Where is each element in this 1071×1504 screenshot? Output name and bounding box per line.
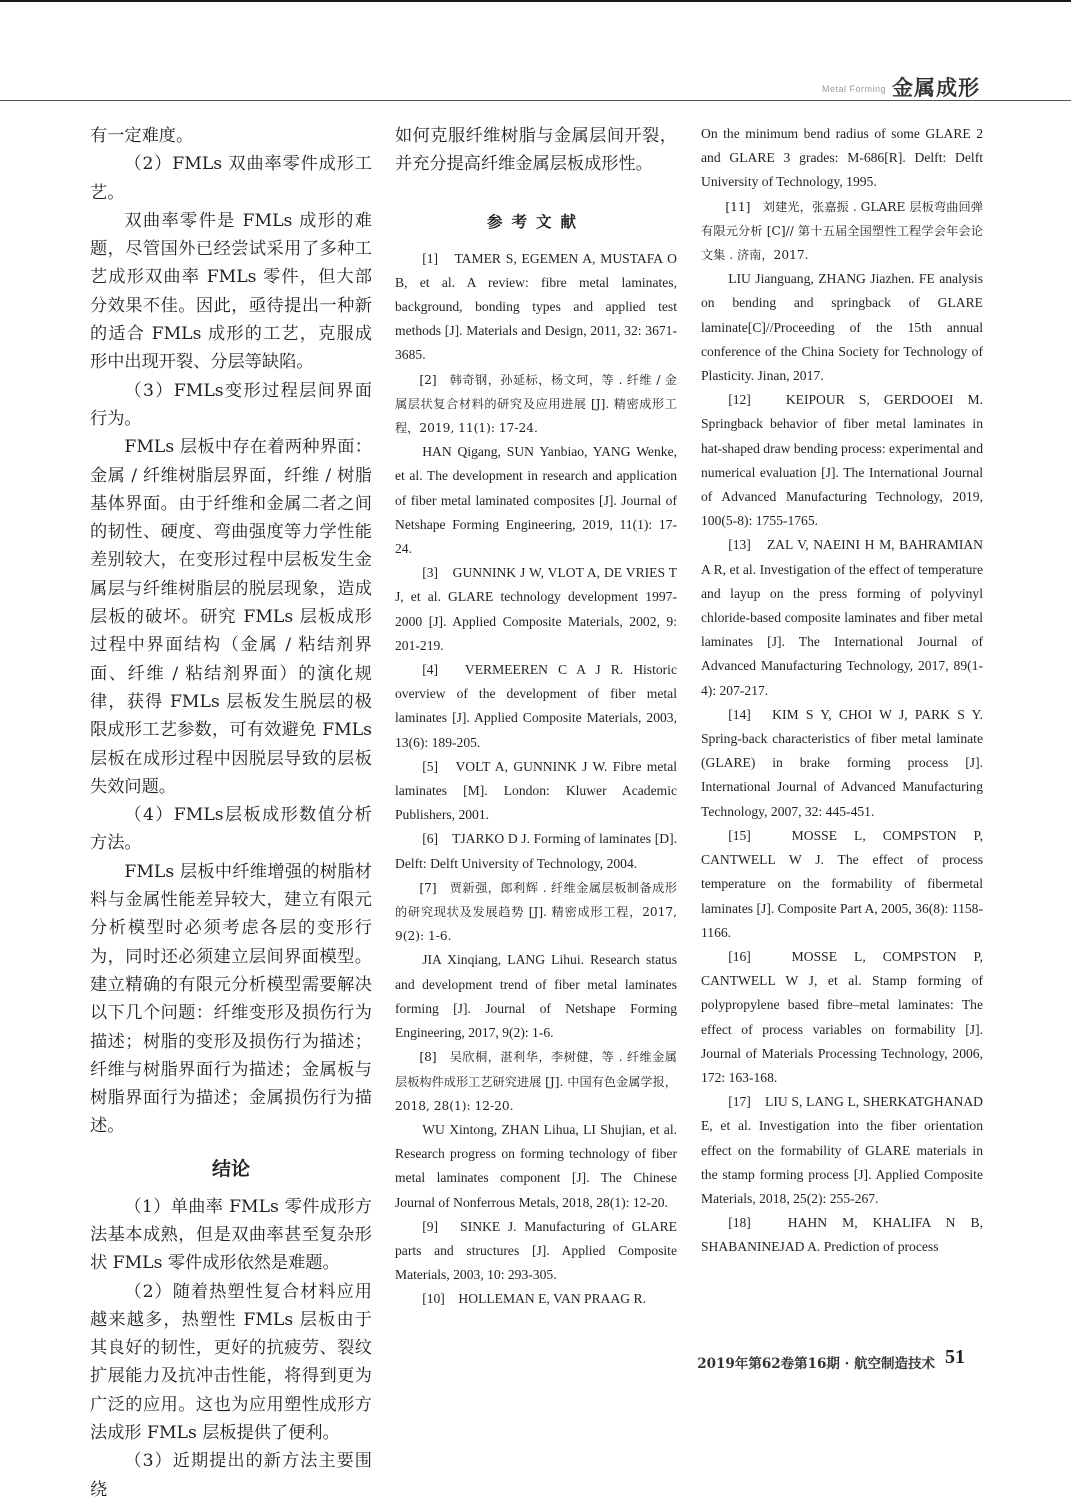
reference-item: [7] 贾新强，郎利辉 . 纤维金属层板制备成形的研究现状及发展趋势 [J]. 精密成形工程，2017, 9(2): 1-6. [395,880,677,944]
paragraph: FMLs 层板中纤维增强的树脂材料与金属性能差异较大，建立有限元分析模型时必须考虑各层的变形行为，同时还必须建立层间界面模型。建立精确的有限元分析模型需要解决以下几个问题：纤维变形及损伤行为描述；树脂的变形及损伤行为描述；纤维与树脂界面行为描述；金属板与树脂界面行为描述；金属损伤行为描述。 [90,861,372,1137]
column-right [701,122,983,1260]
header-rule [0,100,1071,101]
subheading: （2）FMLs 双曲率零件成形工艺。 [90,154,372,203]
reference-item: [8] 吴欣桐，湛利华，李树健，等 . 纤维金属层板构件成形工艺研究进展 [J]. 中国有色金属学报，2018, 28(1): 12-20. [395,1050,677,1113]
column-left [90,122,372,1504]
reference-item: [5] VOLT A, GUNNINK J W. Fibre metal laminates [M]. London: Kluwer Academic Publishers, 2001. [395,758,677,823]
reference-item: On the minimum bend radius of some GLARE 2 and GLARE 3 grades: M-686[R]. Delft: Delft University of Technology, 1995. [701,126,983,190]
column-middle [395,122,677,1312]
reference-item: [13] ZAL V, NAEINI H M, BAHRAMIAN A R, et al. Investigation of the effect of temperature and layup on the press forming of polyvinyl chloride-based composite laminates and fiber metal laminates [J]. The International Journal of Advanced Manufacturing Technology, 2017, 89(1-4): 207-217. [701,537,983,698]
reference-item: WU Xintong, ZHAN Lihua, LI Shujian, et al. Research progress on forming technology of fiber metal laminates component [J]. The Chinese Journal of Nonferrous Metals, 2018, 28(1): 12-20. [395,1121,677,1210]
paragraph: 双曲率零件是 FMLs 成形的难题，尽管国外已经尝试采用了多种工艺成形双曲率 FMLs 零件，但大部分效果不佳。因此，亟待提出一种新的适合 FMLs 成形的工艺，克服成形中出现开裂、分层等缺陷。 [90,210,372,373]
subheading: （3）FMLs变形过程层间界面行为。 [90,380,372,429]
reference-item: [17] LIU S, LANG L, SHERKATGHANAD E, et al. Investigation into the fiber orientation effect on the formability of GLARE materials in the stamp forming process [J]. Applied Composite Materials, 2018, 25(2): 255-267. [701,1094,983,1206]
reference-item: [3] GUNNINK J W, VLOT A, DE VRIES T J, et al. GLARE technology development 1997-2000 [J]. Applied Composite Materials, 2002, 9: 201-219. [395,565,677,653]
reference-item: [16] MOSSE L, COMPSTON P, CANTWELL W J, et al. Stamp forming of polypropylene based fibre–metal laminates: The effect of process variables on formability [J]. Journal of Materials Processing Technology, 2006, 172: 163-168. [701,948,983,1085]
reference-item: LIU Jianguang, ZHANG Jiazhen. FE analysis on bending and springback of GLARE laminate[C]//Proceeding of the 15th annual conference of the China Society for Technology of Plasticity. Jinan, 2017. [701,271,983,384]
page-number: 51 [945,1346,965,1368]
conclusion-heading: 结论 [211,1157,250,1180]
reference-item: [15] MOSSE L, COMPSTON P, CANTWELL W J. The effect of process temperature on the formability of fibermetal laminates [J]. Composite Part A, 2005, 36(8): 1158-1166. [701,827,983,940]
reference-item: [12] KEIPOUR S, GERDOOEI M. Springback behavior of fiber metal laminates in hat-shaped draw bending process: experimental and numerical evaluation [J]. The International Journal of Advanced Manufacturing Technology, 2019, 100(5-8): 1755-1765. [701,392,983,529]
paragraph: FMLs 层板中存在着两种界面：金属 / 纤维树脂层界面，纤维 / 树脂基体界面。由于纤维和金属二者之间的韧性、硬度、弯曲强度等力学性能差别较大，在变形过程中层板发生金属层与纤维树脂层的脱层现象，造成层板的破坏。研究 FMLs 层板成形过程中界面结构（金属 / 粘结剂界面、纤维 / 粘结剂界面）的演化规律，获得 FMLs 层板发生脱层的极限成形工艺参数，可有效避免 FMLs 层板在成形过程中因脱层导致的层板失效问题。 [90,437,372,797]
paragraph: （3）近期提出的新方法主要围绕 [90,1451,372,1500]
paragraph: 如何克服纤维树脂与金属层间开裂，并充分提高纤维金属层板成形性。 [395,126,677,175]
paragraph: （1）单曲率 FMLs 零件成形方法基本成熟，但是双曲率甚至复杂形状 FMLs 零件成形依然是难题。 [90,1196,372,1274]
references-heading: 参考文献 [486,212,585,231]
reference-item: [14] KIM S Y, CHOI W J, PARK S Y. Spring-back characteristics of fiber metal laminate (GLARE) in brake forming process [J]. International Journal of Advanced Manufacturing Technology, 2007, 32: 445-451. [701,706,983,819]
running-header [0,68,990,102]
header-chinese: 金属成形 [892,75,980,100]
reference-item: HAN Qigang, SUN Yanbiao, YANG Wenke, et al. The development in research and application of fiber metal laminated composites [J]. Journal of Netshape Forming Engineering, 2019, 11(1): 17-24. [395,444,677,557]
top-border [0,0,1071,2]
reference-item: [10] HOLLEMAN E, VAN PRAAG R. [422,1291,646,1307]
reference-item: [18] HAHN M, KHALIFA N B, SHABANINEJAD A. Prediction of process [701,1215,983,1255]
subheading: （4）FMLs层板成形数值分析方法。 [90,805,372,854]
header-english: Metal Forming [821,84,886,94]
reference-item: [6] TJARKO D J. Forming of laminates [D]. Delft: Delft University of Technology, 2004. [395,831,677,871]
footer-journal: 2019年第62卷第16期 · 航空制造技术 [697,1356,935,1372]
reference-item: [1] TAMER S, EGEMEN A, MUSTAFA O B, et al. A review: fibre metal laminates, background, bonding types and applied test methods [J]. Materials and Design, 2011, 32: 3671-3685. [395,250,677,363]
reference-item: JIA Xinqiang, LANG Lihui. Research status and development trend of fiber metal laminates forming [J]. Journal of Netshape Forming Engineering, 2017, 9(2): 1-6. [395,952,677,1041]
reference-item: [4] VERMEEREN C A J R. Historic overview of the development of fiber metal laminates [J]. Applied Composite Materials, 2003, 13(6): 189-205. [395,662,677,750]
paragraph: 有一定难度。 [90,126,194,146]
reference-item: [2] 韩奇钢，孙延标，杨文珂，等 . 纤维 / 金属层状复合材料的研究及应用进展 [J]. 精密成形工程，2019, 11(1): 17-24. [395,372,677,436]
reference-item: [11] 刘建光，张嘉振 . GLARE 层板弯曲回弹有限元分析 [C]// 第十五届全国塑性工程学会年会论文集 . 济南，2017. [701,199,983,263]
reference-item: [9] SINKE J. Manufacturing of GLARE parts and structures [J]. Applied Composite Materials, 2003, 10: 293-305. [395,1218,677,1283]
paragraph: （2）随着热塑性复合材料应用越来越多，热塑性 FMLs 层板由于其良好的韧性，更好的抗疲劳、裂纹扩展能力及抗冲击性能，将得到更为广泛的应用。这也为应用塑性成形方法成形 FMLs 层板提供了便利。 [90,1281,372,1444]
